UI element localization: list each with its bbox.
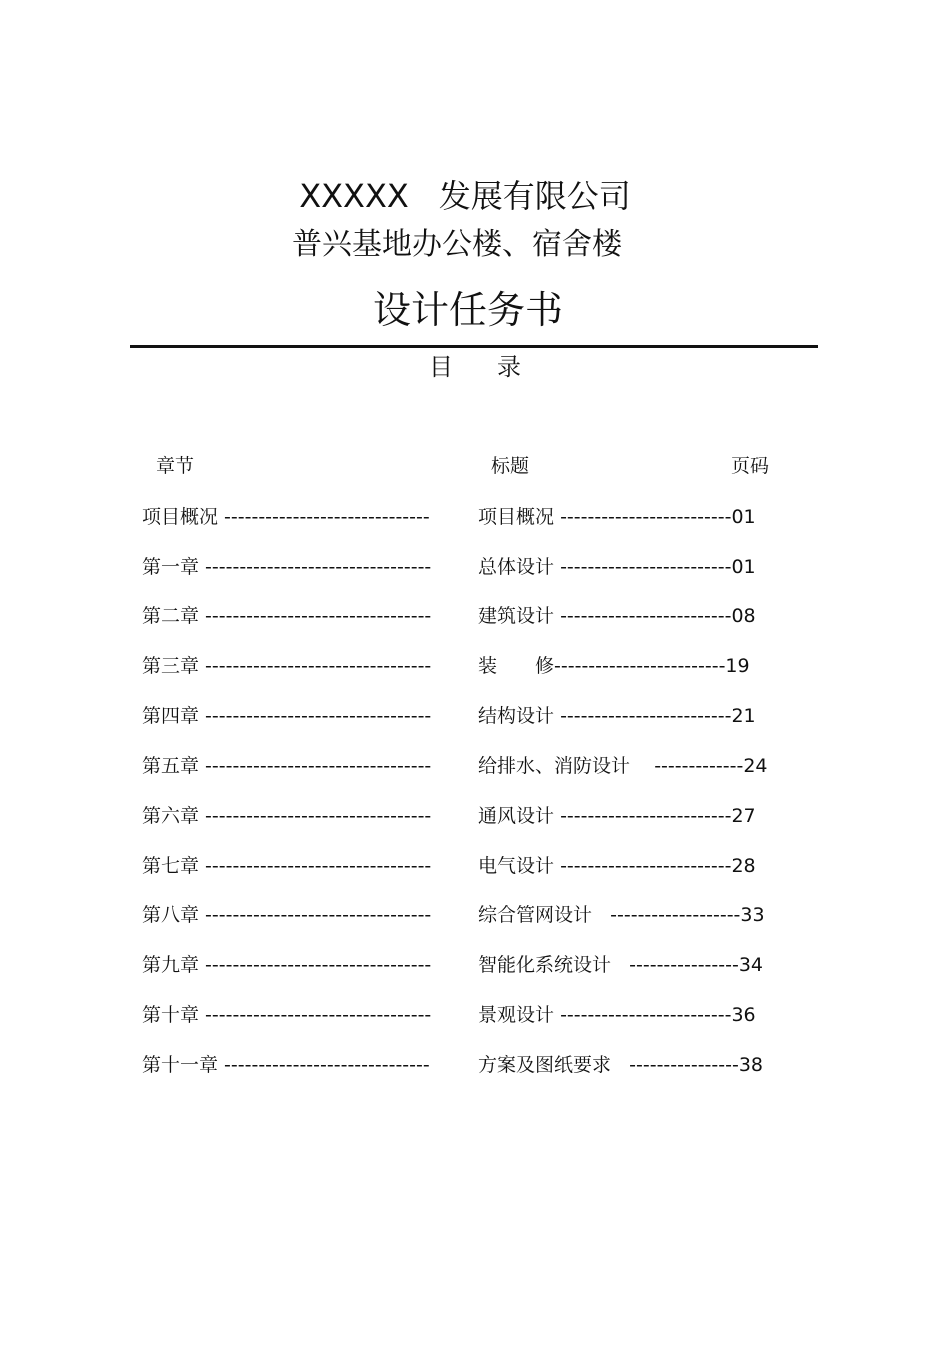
toc-row-chapter: 第六章 --------------------------------- xyxy=(142,805,432,827)
toc-row-chapter: 第一章 --------------------------------- xyxy=(142,556,432,578)
toc-row-leader-page: -------------------------27 xyxy=(560,805,756,827)
toc-row-chapter: 第八章 --------------------------------- xyxy=(142,904,432,926)
toc-row-leader-page: -------------------------01 xyxy=(560,556,756,578)
toc-row-entry xyxy=(478,751,768,781)
document-title: 设计任务书 xyxy=(372,288,563,332)
toc-row xyxy=(0,1000,950,1030)
company-line xyxy=(0,176,930,216)
toc-row-title: 总体设计 xyxy=(478,556,555,578)
toc-row-chapter: 第十章 --------------------------------- xyxy=(142,1004,432,1026)
toc-row-chapter: 第五章 --------------------------------- xyxy=(142,755,432,777)
toc-row-leader-page: -------------------------21 xyxy=(560,705,756,727)
toc-heading-char-2: 录 xyxy=(497,353,521,381)
toc-row xyxy=(0,1050,950,1080)
toc-row xyxy=(0,751,950,781)
company-code: XXXXX xyxy=(299,177,409,215)
toc-row xyxy=(0,900,950,930)
toc-row-leader-page: -------------------------08 xyxy=(560,605,756,627)
toc-row xyxy=(0,801,950,831)
toc-row-chapter: 第四章 --------------------------------- xyxy=(142,705,432,727)
toc-row-title: 电气设计 xyxy=(478,855,555,877)
toc-row-title: 建筑设计 xyxy=(478,605,555,627)
toc-row-entry xyxy=(478,502,756,532)
toc-column-chapter: 章节 xyxy=(156,455,195,477)
toc-row-chapter: 第十一章 ------------------------------ xyxy=(142,1054,430,1076)
toc-row xyxy=(0,601,950,631)
company-name: 发展有限公司 xyxy=(438,177,631,215)
toc-row xyxy=(0,950,950,980)
toc-row-leader-page: ----------------38 xyxy=(629,1054,764,1076)
toc-row-leader-page: -------------------------01 xyxy=(560,506,756,528)
toc-row-chapter: 第三章 --------------------------------- xyxy=(142,655,432,677)
toc-row-title: 给排水、消防设计 xyxy=(478,755,631,777)
toc-row-title-char-1: 装 xyxy=(478,655,498,677)
toc-row-title: 智能化系统设计 xyxy=(478,954,612,976)
toc-row-entry xyxy=(478,1050,763,1080)
toc-row-title: 项目概况 xyxy=(478,506,555,528)
toc-row-entry xyxy=(478,950,763,980)
toc-column-title: 标题 xyxy=(491,455,530,477)
toc-row-entry xyxy=(478,701,756,731)
toc-row-entry xyxy=(478,651,750,681)
toc-row-title: 通风设计 xyxy=(478,805,555,827)
toc-row-chapter: 第二章 --------------------------------- xyxy=(142,605,432,627)
toc-heading-char-1: 目 xyxy=(429,353,453,381)
toc-row xyxy=(0,502,950,532)
toc-row-title: 综合管网设计 xyxy=(478,904,593,926)
toc-row-entry xyxy=(478,552,756,582)
toc-row xyxy=(0,701,950,731)
toc-row-title: 结构设计 xyxy=(478,705,555,727)
toc-row xyxy=(0,552,950,582)
toc-row-title: 景观设计 xyxy=(478,1004,555,1026)
toc-heading xyxy=(0,350,950,384)
toc-row-leader-page: -------------------33 xyxy=(610,904,765,926)
toc-row-chapter: 项目概况 ------------------------------ xyxy=(142,506,430,528)
project-name: 普兴基地办公楼、宿舍楼 xyxy=(292,227,622,262)
toc-row xyxy=(0,851,950,881)
toc-column-page: 页码 xyxy=(731,455,770,477)
toc-row-entry xyxy=(478,601,756,631)
toc-row-chapter: 第九章 --------------------------------- xyxy=(142,954,432,976)
toc-row-leader-page: ----------------34 xyxy=(629,954,764,976)
toc-row-entry xyxy=(478,1000,756,1030)
toc-row-entry xyxy=(478,900,765,930)
toc-row-title-char-2: 修 xyxy=(535,655,555,677)
toc-row-leader-page: -------------------------36 xyxy=(560,1004,756,1026)
toc-row-leader-page: -------------------------28 xyxy=(560,855,756,877)
title-divider xyxy=(130,345,818,348)
toc-row-title: 方案及图纸要求 xyxy=(478,1054,612,1076)
toc-row xyxy=(0,651,950,681)
toc-row-leader-page: -------------24 xyxy=(654,755,768,777)
toc-row-chapter: 第七章 --------------------------------- xyxy=(142,855,432,877)
toc-row-entry xyxy=(478,801,756,831)
toc-row-leader-page: -------------------------19 xyxy=(554,655,750,677)
toc-row-entry xyxy=(478,851,756,881)
